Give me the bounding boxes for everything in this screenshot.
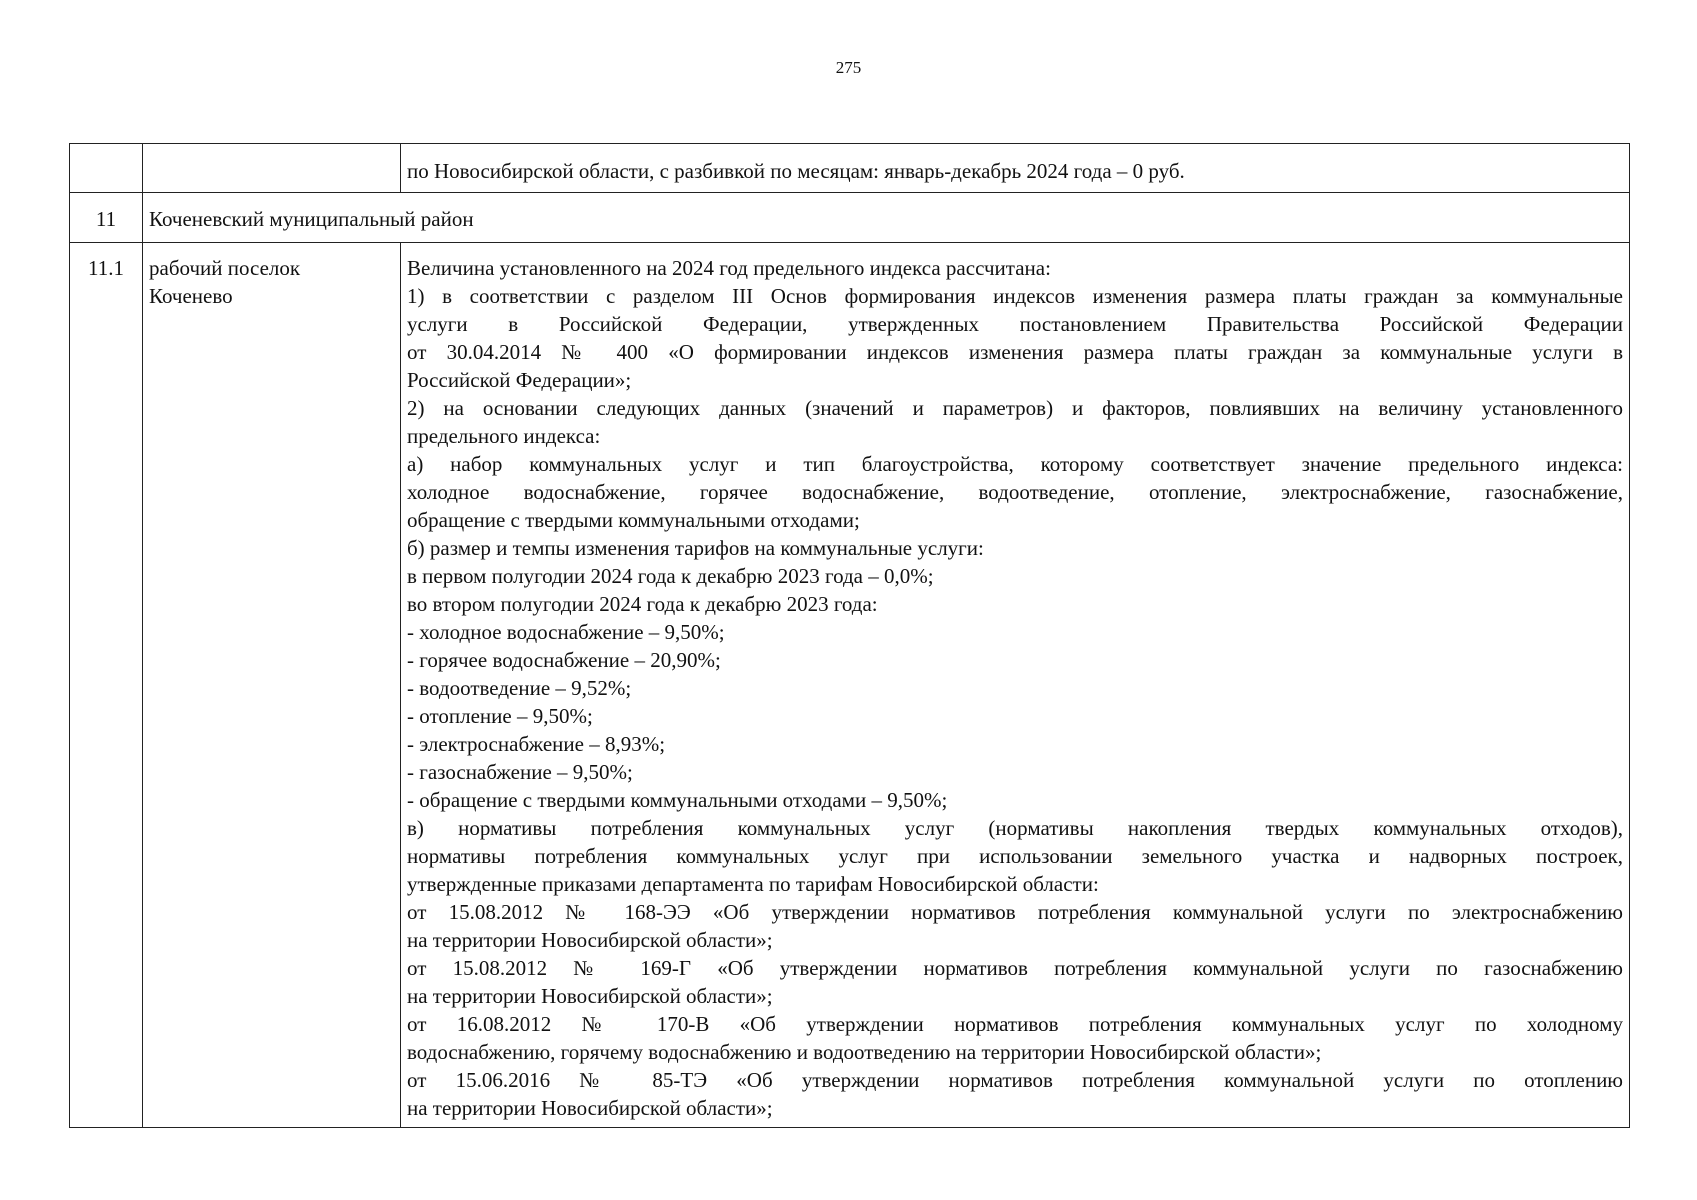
text-line: от 15.08.2012 № 169-Г «Об утверждении нормативов потребления коммунальной услуги по газоснабжению [407, 956, 1623, 980]
description-cell: по Новосибирской области, с разбивкой по месяцам: январь-декабрь 2024 года – 0 руб. [401, 144, 1630, 193]
municipality-cell [143, 144, 401, 193]
text-line: на территории Новосибирской области»; [407, 1096, 773, 1120]
text-line: в) нормативы потребления коммунальных услуг (нормативы накопления твердых коммунальных отходов), [407, 816, 1623, 840]
text-line: - холодное водоснабжение – 9,50%; [407, 620, 725, 644]
text-line: на территории Новосибирской области»; [407, 984, 773, 1008]
text-line: во втором полугодии 2024 года к декабрю 2023 года: [407, 592, 878, 616]
text-line: на территории Новосибирской области»; [407, 928, 773, 952]
text-line: а) набор коммунальных услуг и тип благоустройства, которому соответствует значение предельного индекса: [407, 452, 1623, 476]
settlement-name-line: рабочий поселок [149, 256, 301, 280]
text-line: от 15.08.2012 № 168-ЭЭ «Об утверждении нормативов потребления коммунальной услуги по электроснабжению [407, 900, 1623, 924]
text-line: - обращение с твердыми коммунальными отходами – 9,50%; [407, 788, 948, 812]
text-line: - водоотведение – 9,52%; [407, 676, 632, 700]
text-line: холодное водоснабжение, горячее водоснабжение, водоотведение, отопление, электроснабжение, газоснабжение, [407, 480, 1623, 504]
text-line: б) размер и темпы изменения тарифов на коммунальные услуги: [407, 536, 984, 560]
tariff-index-table [69, 143, 1630, 1128]
text-line: нормативы потребления коммунальных услуг при использовании земельного участка и надворных построек, [407, 844, 1623, 868]
text-line: - электроснабжение – 8,93%; [407, 732, 666, 756]
district-name-cell: Коченевский муниципальный район [143, 193, 1630, 243]
text-line: водоснабжению, горячему водоснабжению и водоотведению на территории Новосибирской области»; [407, 1040, 1322, 1064]
text-line: - горячее водоснабжение – 20,90%; [407, 648, 721, 672]
settlement-name-line: Коченево [149, 284, 233, 308]
text-line: утвержденные приказами департамента по тарифам Новосибирской области: [407, 872, 1099, 896]
row-number-cell [70, 144, 143, 193]
text-line: от 30.04.2014 № 400 «О формировании индексов изменения размера платы граждан за коммунальные услуги в [407, 340, 1623, 364]
text-line: - отопление – 9,50%; [407, 704, 593, 728]
text-line: предельного индекса: [407, 424, 601, 448]
text-line: услуги в Российской Федерации, утвержденных постановлением Правительства Российской Федерации [407, 312, 1623, 336]
text-line: в первом полугодии 2024 года к декабрю 2023 года – 0,0%; [407, 564, 934, 588]
text-line: 1) в соответствии с разделом III Основ формирования индексов изменения размера платы граждан за коммунальные [407, 284, 1623, 308]
row-number-cell: 11.1 [70, 243, 143, 1128]
text-line: - газоснабжение – 9,50%; [407, 760, 633, 784]
text-line: Российской Федерации»; [407, 368, 632, 392]
text-line: обращение с твердыми коммунальными отходами; [407, 508, 860, 532]
text-line: 2) на основании следующих данных (значений и параметров) и факторов, повлиявших на величину установленного [407, 396, 1623, 420]
text-line: Величина установленного на 2024 год предельного индекса рассчитана: [407, 256, 1051, 280]
page-number: 275 [835, 58, 862, 77]
text-line: от 15.06.2016 № 85-ТЭ «Об утверждении нормативов потребления коммунальной услуги по отоплению [407, 1068, 1623, 1092]
row-number-cell: 11 [70, 193, 143, 243]
municipality-cell [143, 243, 401, 1128]
description-cell [401, 243, 1630, 1128]
table-row-district [70, 193, 1630, 243]
table-row-continuation [70, 144, 1630, 193]
text-line: от 16.08.2012 № 170-В «Об утверждении нормативов потребления коммунальных услуг по холодному [407, 1012, 1623, 1036]
table-row-settlement [70, 243, 1630, 1128]
